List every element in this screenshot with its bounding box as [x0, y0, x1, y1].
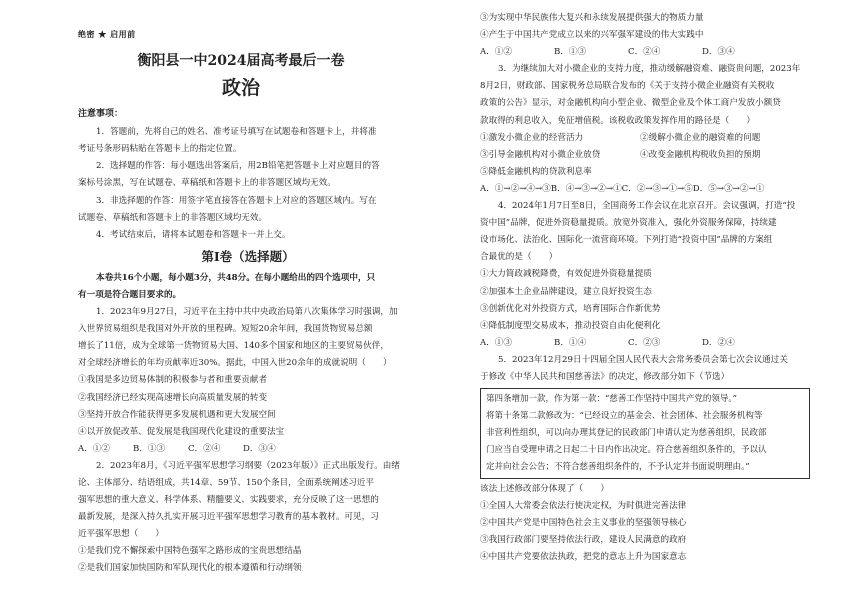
question-3-item-row [480, 130, 810, 147]
question-2-item: ④产生于中国共产党成立以来的兴军强军建设的伟大实践中 [480, 30, 704, 41]
left-column [78, 0, 438, 578]
notice-line: 试题卷、草稿纸和答题卡上的非答题区域均无效。 [78, 212, 268, 223]
amendment-line: 门应当自受理申请之日起二十日内作出决定。符合慈善组织条件的，予以认 [486, 445, 767, 456]
notice-heading: 注意事项： [78, 109, 124, 120]
option-d: D．③④ [702, 47, 735, 58]
question-4-stem: 资中国”品牌，促进外资稳量提质。放宽外资准入，强化外资服务保障，持续建 [480, 218, 777, 229]
notice-line: 案标号涂黑，写在试题卷、草稿纸和答题卡上的非答题区域均无效。 [78, 178, 336, 189]
section-intro: 本卷共16个小题，每小题3分，共48分。在每小题给出的四个选项中，只 [96, 272, 376, 283]
question-4-item: ①大力简政减税降费，有效促进外资稳量提质 [480, 269, 652, 280]
question-3-stem: 8月2日，财政部、国家税务总局联合发布的《关于支持小微企业融资有关税收 [480, 81, 775, 92]
notice-line: 4．考试结束后，请将本试题卷和答题卡一并上交。 [96, 229, 291, 240]
question-3-stem: 3．为继续加大对小微企业的支持力度，推动缓解融资难、融资贵问题，2023年 [498, 64, 801, 75]
question-4-item: ③创新优化对外投资方式，培育国际合作新优势 [480, 303, 661, 314]
question-3-stem: 款取得的利息收入，免征增值税。该税收政策发挥作用的路径是（ ） [480, 115, 756, 126]
question-1-options [78, 441, 438, 458]
question-2-stem: 2．2023年8月，《习近平强军思想学习纲要（2023年版）》正式出版发行。由绪 [96, 460, 400, 471]
question-4-options [480, 335, 810, 352]
question-1-stem: 1．2023年9月27日，习近平在主持中共中央政治局第八次集体学习时强调，加 [96, 307, 398, 318]
question-2-item: ②是我们国家加快国防和军队现代化的根本遵循和行动纲领 [78, 563, 302, 574]
question-1-item: ③坚持开放合作能获得更多发展机遇和更大发展空间 [78, 409, 276, 420]
question-5-prompt: 该法上述修改部分体现了（ ） [480, 484, 609, 495]
section-heading: 第Ⅰ卷（选择题） [201, 248, 295, 264]
option-d: D．②④ [702, 337, 735, 348]
right-column [480, 0, 810, 567]
question-5-stem: 于修改《中华人民共和国慈善法》的决定，修改部分如下（节选） [480, 371, 730, 382]
amendment-line: 非营利性组织，可以向办理其登记的民政部门申请认定为慈善组织，民政部 [486, 428, 767, 439]
question-4-item: ②加强本土企业品牌建设，建立良好投资生态 [480, 286, 652, 297]
option-c: C．②④ [188, 443, 221, 454]
question-2-stem: 论、主体部分、结语组成，共14章、59节、150个条目，全面系统阐述习近平 [78, 477, 375, 488]
question-2-stem: 强军思想的重大意义、科学体系、精髓要义、实践要求，充分反映了这一思想的 [78, 495, 379, 506]
notice-line: 2．选择题的作答：每小题选出答案后，用2B铅笔把答题卡上对应题目的答 [96, 161, 380, 172]
option-a: A．①③ [480, 337, 512, 348]
question-4-stem: 设市场化、法治化、国际化一流营商环境。下列打造“投资中国”品牌的方案组 [480, 235, 773, 246]
question-5-item: ③我国行政部门要坚持依法行政，建设人民满意的政府 [480, 535, 687, 546]
section-intro: 有一项是符合题目要求的。 [78, 289, 182, 300]
question-1-stem: 对全球经济增长的年均贡献率近30%。据此，中国入世20余年的成就说明（ ） [78, 358, 392, 369]
exam-title: 衡阳县一中2024届高考最后一卷 [137, 53, 345, 70]
question-2-item: ③为实现中华民族伟大复兴和永续发展提供强大的物质力量 [480, 13, 704, 23]
question-2-stem: 近平强军思想（ ） [78, 529, 164, 540]
question-5-item: ④中国共产党要依法执政，把党的意志上升为国家意志 [480, 552, 687, 563]
law-amendment-box [480, 388, 810, 479]
question-3-item-row [480, 147, 810, 164]
question-5-item: ①全国人大常委会依法行使决定权，为时俱进完善法律 [480, 501, 687, 512]
amendment-line: 第四条增加一款，作为第一款：“慈善工作坚持中国共产党的领导。” [486, 394, 737, 405]
option-d: D．③④ [243, 443, 276, 454]
question-3-item: ②缓解小微企业的融资难的问题 [640, 132, 761, 143]
notice-line: 1．答题前，先将自己的姓名、准考证号填写在试题卷和答题卡上，并将准 [96, 127, 377, 138]
question-3-item: ⑤降低金融机构的贷款利息率 [480, 166, 592, 177]
question-2-stem: 最新发展，是深入持久扎实开展习近平强军思想学习教育的基本教材。可见，习 [78, 512, 379, 523]
question-2-options [480, 44, 810, 61]
question-3-item: ③引导金融机构对小微企业放贷 [480, 149, 601, 160]
question-3-options: A．①→②→④→③B．④→③→②→①C．②→③→①→⑤D．⑤→③→②→① [480, 183, 765, 194]
notice-line: 考证号条形码粘贴在答题卡上的指定位置。 [78, 144, 242, 155]
question-1-stem: 增长了11倍，成为全球第一货物贸易大国、140多个国家和地区的主要贸易伙伴， [78, 341, 389, 352]
question-1-item: ①我国是多边贸易体制的积极参与者和重要贡献者 [78, 375, 268, 386]
option-a: A．①② [78, 443, 110, 454]
option-c: C．②④ [628, 47, 661, 58]
option-b: B．①③ [554, 47, 587, 58]
question-5-item: ②中国共产党是中国特色社会主义事业的坚强领导核心 [480, 518, 687, 529]
question-3-item: ①激发小微企业的经营活力 [480, 132, 584, 143]
question-2-item: ①是我们党不懈探索中国特色强军之路形成的宝贵思想结晶 [78, 546, 302, 557]
question-3-item: ④改变金融机构税收负担的预期 [640, 149, 761, 160]
option-b: B．①③ [133, 443, 166, 454]
option-a: A．①② [480, 47, 512, 58]
confidential-label: 绝密 ★ 启用前 [78, 29, 136, 39]
option-b: B．①④ [554, 337, 587, 348]
question-1-stem: 入世界贸易组织是我国对外开放的里程碑。短短20余年间，我国货物贸易总额 [78, 324, 373, 335]
question-4-stem: 合最优的是（ ） [480, 252, 558, 263]
question-4-item: ④降低制度型交易成本，推动投资自由化便利化 [480, 320, 661, 331]
notice-line: 3．非选择题的作答：用签字笔直接答在答题卡上对应的答题区域内。写在 [96, 195, 377, 206]
question-4-stem: 4．2024年1月7日至8日，全国商务工作会议在北京召开。会议强调，打造“投 [498, 201, 796, 212]
option-c: C．②③ [628, 337, 661, 348]
amendment-line: 将第十条第二款修改为：“已经设立的基金会、社会团体、社会服务机构等 [486, 411, 763, 422]
amendment-line: 定并向社会公告；不符合慈善组织条件的，不予认定并书面说明理由。” [486, 462, 750, 473]
question-3-stem: 政策的公告》显示，对金融机构向小型企业、微型企业及个体工商户发放小额贷 [480, 98, 781, 109]
question-5-stem: 5．2023年12月29日十四届全国人民代表大会常务委员会第七次会议通过关 [498, 354, 788, 365]
question-1-item: ④以开放促改革、促发展是我国现代化建设的重要法宝 [78, 426, 285, 437]
question-1-item: ②我国经济已经实现高速增长向高质量发展的转变 [78, 392, 268, 403]
subject-title: 政治 [221, 77, 260, 100]
